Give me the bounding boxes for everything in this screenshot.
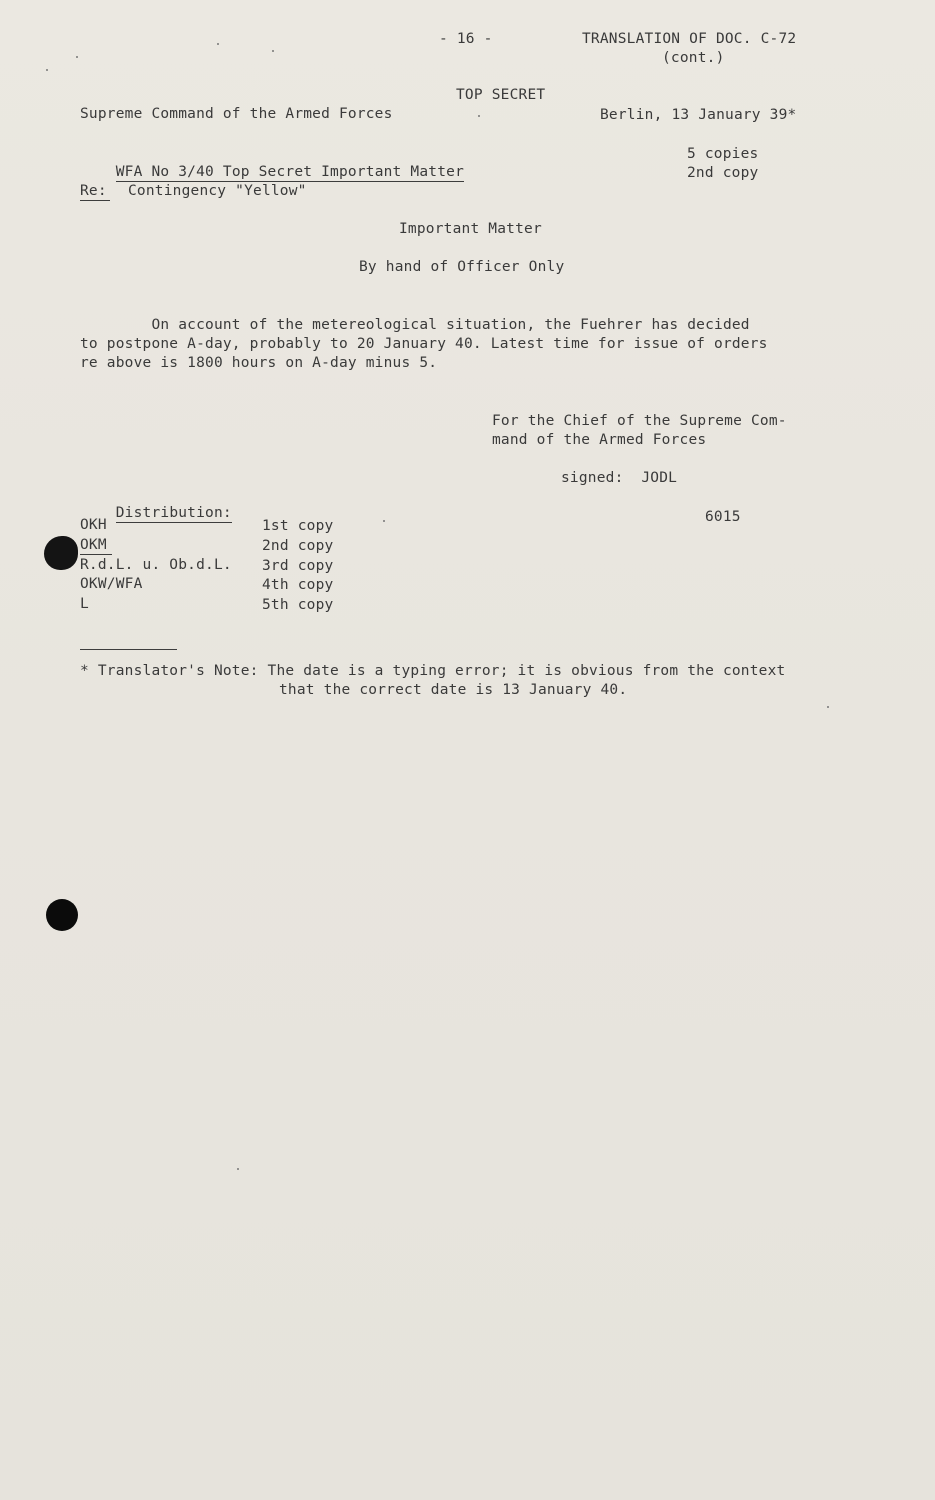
translation-title: TRANSLATION OF DOC. C-72 [582,31,797,47]
signature-line-1: For the Chief of the Supreme Com- [492,413,787,429]
footnote-line-1: * Translator's Note: The date is a typing error; it is obvious from the context [80,663,786,679]
recipient-underline [80,554,112,555]
punch-hole [46,899,78,931]
heading-important-matter: Important Matter [399,221,542,237]
scan-speck [217,43,219,45]
scan-speck [827,706,829,708]
signed-line: signed: JODL [561,470,678,486]
distribution-recipient: OKW/WFA [80,576,143,592]
distribution-copy: 1st copy [262,518,334,534]
distribution-recipient: OKM [80,537,107,553]
body-line-2: to postpone A-day, probably to 20 January 40. Latest time for issue of orders [80,336,768,352]
distribution-copy: 4th copy [262,577,334,593]
distribution-copy: 2nd copy [262,538,334,554]
distribution-recipient: R.d.L. u. Ob.d.L. [80,557,232,573]
reference-text: WFA No 3/40 Top Secret Important Matter [115,164,464,180]
distribution-recipient: L [80,596,89,612]
page-number: - 16 - [439,31,493,47]
signature-line-2: mand of the Armed Forces [492,432,707,448]
heading-by-hand: By hand of Officer Only [359,259,565,275]
classification-label: TOP SECRET [456,87,546,103]
footnote-line-2: that the correct date is 13 January 40. [279,682,628,698]
footnote-rule [80,649,177,650]
continuation-mark: (cont.) [662,50,725,66]
scan-speck [478,115,480,117]
scan-speck [46,69,48,71]
re-label: Re: [80,183,107,199]
scan-speck [237,1168,239,1170]
re-underline [80,200,110,201]
distribution-copy: 3rd copy [262,558,334,574]
scan-speck [76,56,78,58]
body-line-3: re above is 1800 hours on A-day minus 5. [80,355,438,371]
sender-line: Supreme Command of the Armed Forces [80,106,393,122]
distribution-title-text: Distribution: [115,505,232,521]
document-code: 6015 [705,509,741,525]
body-line-1: On account of the metereological situation, the Fuehrer has decided [80,317,750,333]
copy-number: 2nd copy [687,165,759,181]
ink-blot [44,536,78,570]
scan-speck [272,50,274,52]
distribution-recipient: OKH [80,517,107,533]
place-date: Berlin, 13 January 39* [600,107,797,123]
scan-speck [383,520,385,522]
distribution-copy: 5th copy [262,597,334,613]
re-subject: Contingency "Yellow" [128,183,307,199]
copies-count: 5 copies [687,146,759,162]
